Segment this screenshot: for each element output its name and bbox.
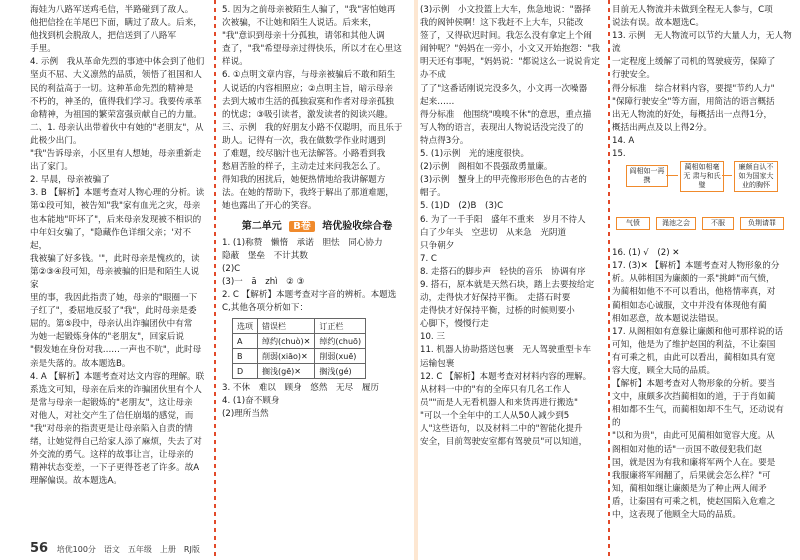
answer-line: 4. A 【解析】本题考查对达文内容的理解。联 — [30, 371, 205, 382]
table-cell: 搁浅(gē)✕ — [258, 364, 315, 379]
answer-line: 走得快才好保持平衡，过桥的时候则要小 — [420, 306, 575, 317]
answer-line: 只争朝夕 — [420, 240, 455, 251]
answer-line: 起来…… — [420, 96, 455, 107]
answer-line: 3. B 【解析】本题考查对人物心理的分析。读 — [30, 188, 205, 199]
answer-line: 3. 不休 难以 顾身 悠然 无尽 履历 — [222, 383, 380, 394]
flow-box-6: 不服 — [702, 217, 734, 230]
answer-line: "我"告诉母亲，小区里有人想她，母亲重新走 — [30, 149, 202, 160]
answer-line: 相如恶意，故本题说法错误。 — [612, 313, 724, 324]
answer-line: 员""而是人无看机器人和来货再进行搬选" — [420, 397, 578, 408]
answer-line: 14. A — [612, 135, 635, 146]
answer-line: 10. 三 — [420, 332, 445, 343]
table-header: 选项 — [233, 319, 258, 334]
answer-line: "假发她在身份对我……一声也不吭"，此时母 — [30, 345, 202, 356]
answer-line: 此极少出门。 — [30, 135, 82, 146]
column-1 — [30, 4, 206, 488]
flow-box-2: 蔺相如相毫无 肃与和氏璧 — [680, 161, 724, 192]
answer-line: 助人。记得有一次，我在做数学作业时遇到 — [222, 135, 386, 146]
answer-line: 相如都不生气，而蔺相如却不生气，还动说有的 — [612, 405, 784, 429]
column-divider — [414, 0, 418, 560]
answer-line: 白了少年头 空悲切 从来急 光阴道 — [420, 227, 567, 238]
answer-line: 帽子。 — [420, 188, 446, 199]
answer-line: "可以一个全年中的工人从50人减少到5 — [420, 410, 570, 421]
flow-diagram — [612, 161, 792, 247]
answer-line: "我"意识到母亲十分孤独，请邻和其他人调 — [222, 31, 385, 42]
flow-box-7: 负荆请罪 — [740, 217, 784, 230]
answer-line: 二、1. 母亲认出带着伙中有她的"老朋友"，从 — [30, 122, 204, 133]
table-cell: 削弱(xuē) — [315, 349, 366, 364]
answer-line: 文中，康颇多次挡蔺相如的道，于于肖如蔺 — [612, 392, 776, 403]
flow-box-5: 渑池之会 — [656, 217, 696, 230]
section-unit: 第二单元 — [241, 220, 282, 232]
page-number: 56 — [30, 541, 49, 556]
flow-box-3: 廉颇自认不 如为国家大 业的胸怀 — [734, 161, 778, 192]
answer-line: 海娃为八路军送鸡毛信，半路碰到了敌人。 — [30, 5, 194, 15]
section-name: 培优验收综合卷 — [322, 220, 393, 232]
answer-line: 我被骗了好多钱。'"，此时母亲是愧疚的，读 — [30, 253, 200, 264]
answer-line: 可知，他是为了维护赵国的利益，不让秦国 — [612, 339, 776, 350]
flow-box-1: 阎相如一再携 — [626, 165, 668, 187]
answer-line: 2. C 【解析】本题考查对字音的辨析。本题选 — [222, 289, 397, 300]
answer-line: (2)理所当然 — [222, 409, 269, 420]
answer-line: 闹钟呢？"妈妈在一旁小，小文又开始抱怨："我 — [420, 44, 600, 55]
table-cell: 绰约(chuō) — [315, 334, 366, 349]
answer-line: 析。从韩相国为廉颇的一系"挑衅"而气愤， — [612, 274, 775, 285]
answer-line: "以和为贵"，由此可见蔺相如宽容大度。从 — [612, 431, 775, 442]
answer-line: 行驶安全。 — [612, 70, 655, 81]
answer-line: 5. 因为之前母亲被陌生人骗了，"我"害怕她再 — [222, 5, 396, 15]
answer-line: 我服廉将军闹翻了，后果就会怎么样？"可 — [612, 470, 771, 481]
column-2 — [222, 4, 412, 421]
answer-line: 12. C 【解析】本题考查对材料内容的理解。 — [420, 371, 592, 382]
answer-line: 13. 示例 无人物流可以节约大量人力，无人物流 — [612, 31, 792, 55]
flow-arrow — [666, 175, 678, 176]
answer-line: 系选文可知，母亲在后来的诈骗团伙里有个人 — [30, 384, 202, 395]
answer-line: 从材料一中的"有的全库只有几名工作人 — [420, 384, 571, 395]
answer-line: 有可乘之机，由此可以看出，蔺相如具有宽 — [612, 352, 776, 363]
answer-line: (2)示例 阁相如不畏强敌勇量廉。 — [420, 162, 553, 173]
answer-line: 了难题，绞尽脑汁也无法解答。小路看到我 — [222, 149, 386, 160]
answer-line: 17. 从阁相如有意躲让廉颇和他可那样说的话 — [612, 326, 784, 337]
answer-line: 为蔺相如他不不可以看出，他格情率真，对 — [612, 287, 776, 298]
answer-line: 5. (1)D (2)B (3)C — [420, 201, 504, 212]
answer-line: 坚贞不屈、大义凛然的品质，领悟了祖国和人 — [30, 70, 202, 81]
table-cell: 削弱(xiāo)✕ — [258, 349, 315, 364]
answer-line: 11. 机器人协助搭送包裹 无人驾驶重型卡车 — [420, 345, 592, 356]
answer-line: 2. 早晨，母亲被骗了 — [30, 175, 110, 186]
answer-line: 说法有误。故本题选C。 — [612, 18, 704, 29]
answer-line: (3)一 ā zhì ② ③ — [222, 276, 305, 287]
answer-line: 也本能地"吓坏了"，后来母亲发现被不相识的 — [30, 214, 202, 225]
answer-line: 屈的。第⑤段中，母亲认出诈骗团伙中有常 — [30, 319, 193, 330]
answer-line: 第①段可知，被告知"我"家有血光之灾，母亲 — [30, 201, 201, 212]
answer-line: 6. ①点明文章内容，与母亲被骗后不敢和陌生 — [222, 70, 396, 81]
cut-line-left — [214, 0, 216, 560]
answer-line: 概括出两点及以上得2分。 — [612, 122, 712, 133]
answer-line: 不朽的，神圣的，值得我们学习。我要传承革 — [30, 96, 202, 107]
flow-arrow — [722, 175, 732, 176]
flow-box-4: 气愤 — [616, 217, 650, 230]
answer-line: 国，就是因为有我和廉将军两个人在。要是 — [612, 457, 776, 468]
answer-line: 1. (1)称赞 懒惰 承诺 胆怯 同心协力 — [222, 237, 383, 248]
page-footer — [30, 541, 200, 556]
cut-line-right — [608, 0, 610, 560]
answer-line: 他把信拴在羊尾巴下面，瞒过了敌人。后来， — [30, 18, 202, 29]
answer-line: 手里。 — [30, 44, 56, 55]
answer-line: 法。在她的帮助下，我终于解出了那道难题， — [222, 188, 394, 199]
error-table — [232, 318, 366, 379]
answer-line: 动，走得快才好保持平衡。 走搭石时要 — [420, 293, 571, 304]
answer-line: 16. (1) √ (2) ✕ — [612, 248, 680, 259]
answer-line: 的忧虑；③吸引读者，激发读者的阅读兴趣。 — [222, 109, 393, 120]
answer-line: 人说话的内容相照应；②点明主旨，暗示母亲 — [222, 83, 393, 94]
answer-line: 15. — [612, 149, 626, 160]
answer-line: "我"对母亲的指责更是让母亲陷入自责的情 — [30, 424, 193, 434]
answer-line: 一定程度上缓解了司机的驾驶疲劳，保障了 — [612, 57, 776, 68]
answer-line: 签了，又得砍迟时间。我怎么没有拿定上个闹 — [420, 31, 592, 42]
answer-line: 去到大城市生活的孤独寂寞和作者对母亲孤独 — [222, 96, 394, 107]
answer-line: 得分标准 综合材料内容，要提"节约人力" — [612, 83, 775, 94]
answer-line: 盾，让秦国有可乘之机，使赵国陷入危难之 — [612, 496, 776, 507]
answer-line: 里的事，我因此指责了她，母亲的"眼圈一下 — [30, 293, 198, 304]
column-4 — [612, 4, 792, 522]
answer-line: 是常与母亲一起锻炼的"老朋友"，这让母亲 — [30, 397, 193, 408]
answer-line: 4. 示例 我从革命先烈的事迹中体会到了他们 — [30, 57, 205, 68]
answer-line: 6. 为了一千手阳 盛年不重来 岁月不待人 — [420, 214, 586, 225]
answer-line: 8. 走搭石的脚步声 轻快的音乐 协调有序 — [420, 266, 586, 277]
answer-line: 中年妇女骗了，"隐藏作色详细父亲；'对不起， — [30, 227, 192, 251]
answer-line: 第②③④段可知，母亲被骗的旧是和陌生人说家 — [30, 266, 200, 290]
answer-line: 【解析】本题考查对人物形象的分析。要当 — [612, 379, 776, 390]
answer-line: 容大度，顾全大局的品质。 — [612, 365, 716, 376]
answer-line: 阁相如对他的话"一贡国不敢侵犯我们赵 — [612, 444, 763, 455]
answer-line: 出了家门。 — [30, 162, 73, 173]
answer-line: 为她一起锻炼身体的"老朋友"，回家后说 — [30, 332, 185, 343]
table-cell: 搁浅(gé) — [315, 364, 366, 379]
answer-line: 他找到机会脱敌人，把信送到了八路军 — [30, 31, 177, 42]
answer-line: 7. C — [420, 253, 437, 264]
answer-line: 外交流的勇气。这样的故事让言，让母亲的 — [30, 450, 194, 461]
table-cell: A — [233, 334, 258, 349]
answer-line: 精神状态变差，一下子更得苍老了许多。故A — [30, 463, 200, 474]
answer-line: 运输包裹 — [420, 358, 455, 369]
answer-line: 了了"这番话刚说完没多久，小文再一次噪器 — [420, 83, 588, 94]
answer-line: 明天还有事呢，"妈妈说："都说这么一说说肯定办不成 — [420, 57, 600, 81]
section-title — [222, 220, 412, 233]
table-cell: B — [233, 349, 258, 364]
answer-line: 心脚下，慢慢行走 — [420, 319, 489, 330]
answer-line: 得知我的困扰后，她便热情地给我讲解题方 — [222, 175, 386, 186]
answer-line: 蔺相如态心诚服，文中并没有体现他有蔺 — [612, 300, 767, 311]
answer-line: (2)C — [222, 263, 241, 274]
answer-line: 理解偏误。故本题选A。 — [30, 476, 122, 487]
answer-line: 目前无人物流并未做到全程无人参与，C项 — [612, 5, 773, 15]
answer-line: 隐蔽 堡垒 不计其数 — [222, 250, 308, 261]
table-cell: 绰约(chuò)✕ — [258, 334, 315, 349]
answer-line: "保障行驶安全"等方面，用简洁的语言概括 — [612, 96, 775, 107]
answer-line: 人"这些语句，以及材料二中的"智能化提升 — [420, 424, 583, 434]
answer-line: (3)示例 小文投篮上大车，焦急地说："器择 — [420, 5, 591, 15]
answer-line: 民的利益高于一切。这种革命先烈的精神是 — [30, 83, 194, 94]
column-3 — [420, 4, 606, 449]
answer-line: 17. (3)✕ 【解析】本题考查对人物形象的分 — [612, 261, 780, 272]
answer-line: 4. (1)奋不顾身 — [222, 396, 280, 407]
answer-line: 写人物的语言，表现出人物说话没完没了的 — [420, 122, 584, 133]
answer-line: C,其他各项分析如下： — [222, 303, 309, 314]
answer-line: 我的阀钟侯啊！这下我赶不上大车，只能改 — [420, 18, 584, 29]
book-title: 培优100分 语文 五年级 上册 RJ版 — [56, 545, 200, 554]
answer-line: 对他人，对社交产生了信任崩塌的感觉，而 — [30, 410, 194, 421]
answer-line: 样说。 — [222, 57, 248, 68]
answer-line: 三、示例 我的好朋友小路不仅聪明，而且乐于 — [222, 122, 403, 133]
answer-line: 出无人物流的好处，每概括出一点得1分， — [612, 109, 773, 120]
answer-line: 亲是失落的。故本题选B。 — [30, 358, 131, 369]
answer-line: 9. 搭石，原本就是天然石块，踏上去要按给定 — [420, 279, 595, 290]
answer-line: 特点得3分。 — [420, 135, 469, 146]
section-badge: B卷 — [289, 221, 315, 232]
answer-line: 愁眉苦脸的样子，主动走过来问我怎么了。 — [222, 162, 386, 173]
table-header: 错误栏 — [258, 319, 315, 334]
table-cell: D — [233, 364, 258, 379]
answer-line: 命精神，为祖国的繁荣富强贡献自己的力量。 — [30, 109, 202, 120]
answer-line: 中，这表现了他顾全大局的品质。 — [612, 510, 741, 520]
answer-line: 她也露出了开心的笑容。 — [222, 201, 317, 212]
answer-line: 绪，让她觉得自己给家人添了麻烦，失去了对 — [30, 437, 202, 448]
answer-line: 得分标准 他围绕"嗅嗅不休"的意思，重点描 — [420, 109, 592, 120]
answer-line: 知，蔺相如继让廉颇是为了种止两人闹矛 — [612, 483, 767, 494]
table-header: 订正栏 — [315, 319, 366, 334]
answer-line: 次被骗，不让她和陌生人说话。后来来， — [222, 18, 377, 29]
answer-line: 子红了"，委屈地反驳了"我"，此时母亲是委 — [30, 306, 197, 317]
answer-line: 5. (1)示例 光的速度很快。 — [420, 149, 530, 160]
answer-line: 查了，"我"希望母亲过得快乐，所以才在心里这 — [222, 44, 402, 55]
answer-line: 安全，目前驾驶安室都有驾驶员"可以知道， — [420, 437, 588, 448]
answer-line: (3)示例 蟹身上的甲壳像形形色色的古老的 — [420, 175, 587, 186]
